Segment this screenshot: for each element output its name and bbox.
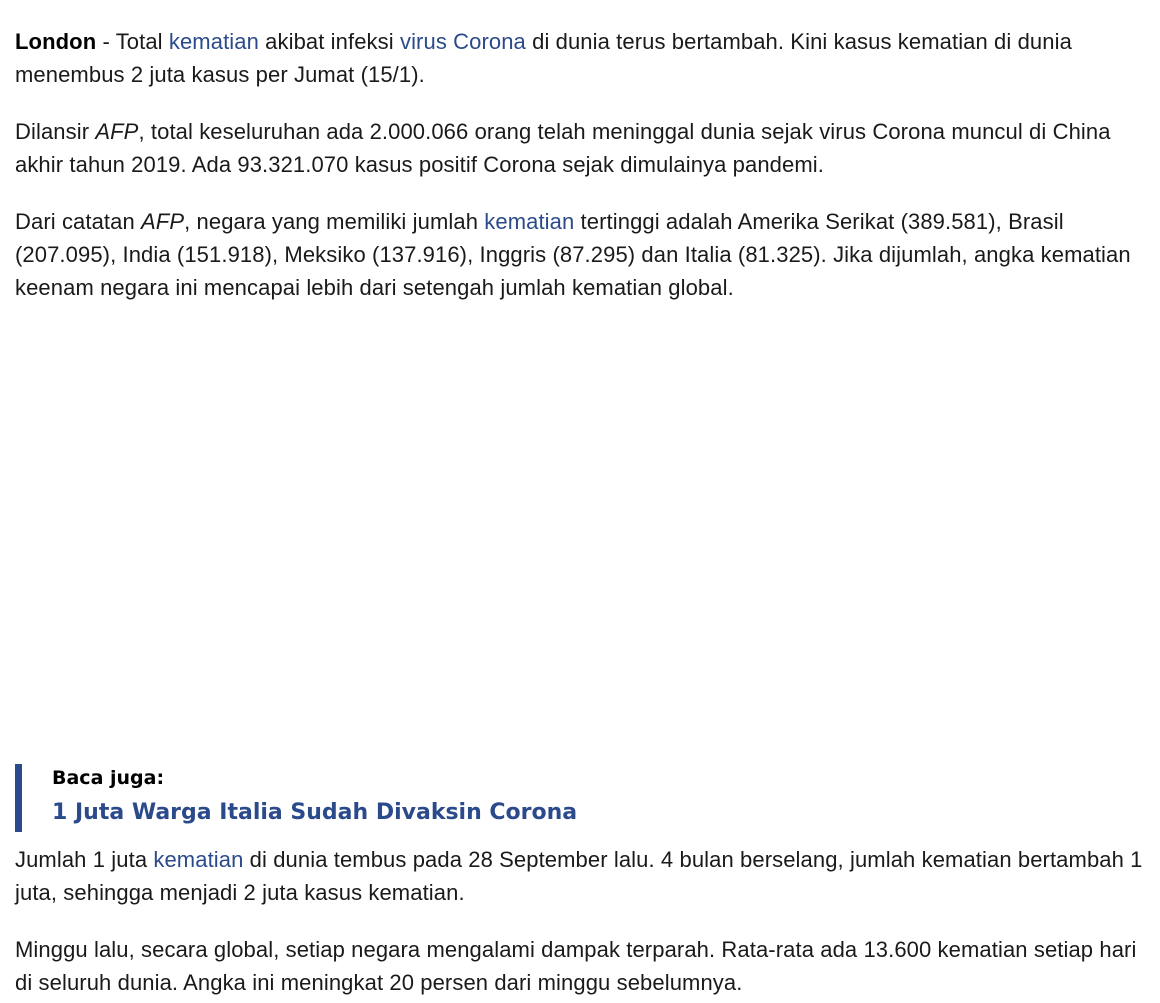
read-also-link[interactable]: 1 Juta Warga Italia Sudah Divaksin Corona (52, 800, 578, 825)
text-span: , negara yang memiliki jumlah (184, 209, 485, 234)
source-name: AFP (141, 209, 185, 234)
read-also-label: Baca juga: (52, 767, 165, 789)
ad-placeholder (15, 310, 1155, 750)
text-span: Minggu lalu, secara global, setiap negara mengalami dampak terparah. Rata-rata ada 13.600 kematian setiap hari di seluruh dunia. Angka ini meningkat 20 persen dari minggu sebelumnya. (15, 937, 1137, 995)
text-span: di dunia terus bertambah. Kini kasus kematian di dunia menembus 2 juta kasus per Jumat (15/1). (15, 29, 1072, 87)
text-span: di dunia tembus pada 28 September lalu. 4 bulan berselang, jumlah kematian bertambah 1 juta, sehingga menjadi 2 juta kasus kematian. (15, 847, 1143, 905)
read-also-box (15, 764, 1155, 832)
paragraph-1 (15, 25, 1155, 91)
text-span: , total keseluruhan ada 2.000.066 orang telah meninggal dunia sejak virus Corona muncul di China akhir tahun 2019. Ada 93.321.070 kasus positif Corona sejak dimulainya pandemi. (15, 119, 1111, 177)
source-name: AFP (95, 119, 139, 144)
paragraph-4 (15, 843, 1155, 909)
tag-link-kematian[interactable]: kematian (153, 847, 244, 872)
tag-link-kematian[interactable]: kematian (484, 209, 575, 234)
paragraph-3 (15, 205, 1155, 304)
text-span: Dari catatan (15, 209, 142, 234)
text-span: Dilansir (15, 119, 96, 144)
tag-link-virus-corona[interactable]: virus Corona (399, 29, 526, 54)
dateline: London (15, 29, 97, 54)
paragraph-5 (15, 933, 1155, 999)
text-span: tertinggi adalah Amerika Serikat (389.581), Brasil (207.095), India (151.918), Meksiko (137.916), Inggris (87.295) dan Italia (81.325). Jika dijumlah, angka kematian keenam negara ini mencapai lebih dari setengah jumlah kematian global. (15, 209, 1131, 300)
text-span: akibat infeksi (258, 29, 400, 54)
tag-link-kematian[interactable]: kematian (168, 29, 259, 54)
text-span: - Total (96, 29, 169, 54)
text-span: Jumlah 1 juta (15, 847, 154, 872)
paragraph-2 (15, 115, 1155, 181)
